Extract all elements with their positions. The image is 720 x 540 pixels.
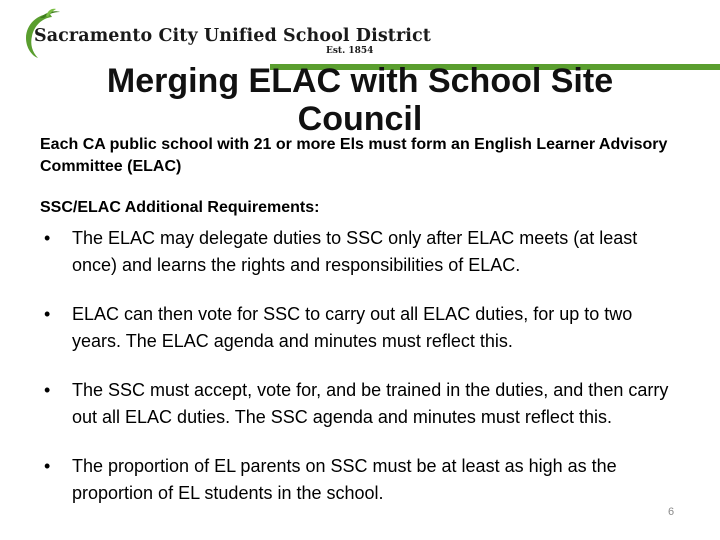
- section-subheading: SSC/ELAC Additional Requirements:: [40, 199, 320, 216]
- established-year: Est. 1854: [326, 46, 374, 56]
- bullet-icon: •: [44, 456, 51, 476]
- intro-text: Each CA public school with 21 or more Els must form an English Learner Advisory Committee (ELAC): [40, 136, 668, 175]
- district-name: Sacramento City Unified School District: [34, 26, 431, 46]
- bullet-icon: •: [44, 304, 51, 324]
- slide-title: Merging ELAC with School Site Council: [106, 62, 614, 138]
- bullet-text: The proportion of EL parents on SSC must be at least as high as the proportion of EL students in the school.: [72, 456, 617, 503]
- bullet-icon: •: [44, 228, 51, 248]
- requirements-list: [42, 225, 682, 529]
- page-number: 6: [668, 506, 675, 518]
- district-logo: [20, 8, 431, 60]
- list-item: [42, 225, 682, 279]
- list-item: [42, 301, 682, 355]
- bullet-text: The ELAC may delegate duties to SSC only after ELAC meets (at least once) and learns the rights and responsibilities of ELAC.: [72, 228, 638, 275]
- bullet-text: The SSC must accept, vote for, and be trained in the duties, and then carry out all ELAC duties. The SSC agenda and minutes must reflect this.: [72, 380, 669, 427]
- bullet-text: ELAC can then vote for SSC to carry out all ELAC duties, for up to two years. The ELAC agenda and minutes must reflect this.: [72, 304, 633, 351]
- list-item: [42, 377, 682, 431]
- list-item: [42, 453, 682, 507]
- bullet-icon: •: [44, 380, 51, 400]
